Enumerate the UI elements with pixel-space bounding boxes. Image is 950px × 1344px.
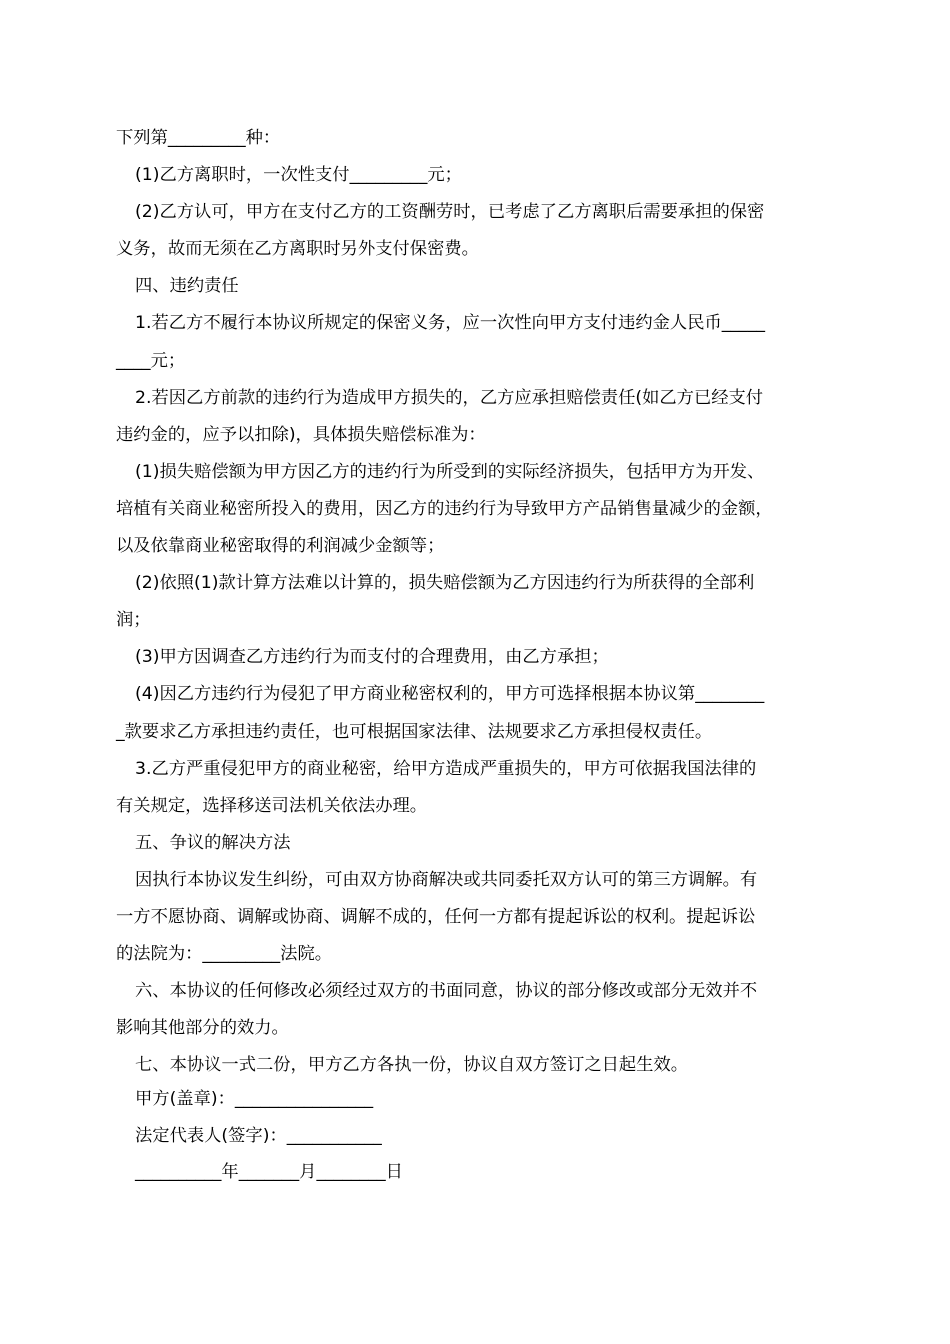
party-a-seal-line: 甲方(盖章)：________________ bbox=[135, 1089, 374, 1110]
text-line: 有关规定，选择移送司法机关依法办理。 bbox=[116, 795, 428, 816]
section-heading: 五、争议的解决方法 bbox=[135, 832, 291, 853]
text-line: 培植有关商业秘密所投入的费用，因乙方的违约行为导致甲方产品销售量减少的金额， bbox=[116, 498, 773, 519]
text-line: (4)因乙方违约行为侵犯了甲方商业秘密权利的，甲方可选择根据本协议第________ bbox=[135, 684, 765, 705]
text-line: 违约金的，应予以扣除)，具体损失赔偿标准为： bbox=[116, 424, 486, 445]
text-line: 因执行本协议发生纠纷，可由双方协商解决或共同委托双方认可的第三方调解。有 bbox=[135, 869, 758, 890]
text-line: ____元； bbox=[116, 350, 186, 371]
text-line: 一方不愿协商、调解或协商、调解不成的，任何一方都有提起诉讼的权利。提起诉讼 bbox=[116, 906, 756, 927]
text-line: 的法院为：_________法院。 bbox=[116, 944, 333, 965]
section-heading: 四、违约责任 bbox=[135, 276, 239, 297]
text-line: 影响其他部分的效力。 bbox=[116, 1018, 289, 1039]
text-line: 润； bbox=[116, 610, 151, 631]
text-line: _款要求乙方承担违约责任，也可根据国家法律、法规要求乙方承担侵权责任。 bbox=[116, 721, 713, 742]
text-line: 义务，故而无须在乙方离职时另外支付保密费。 bbox=[116, 239, 479, 260]
text-line: 3.乙方严重侵犯甲方的商业秘密，给甲方造成严重损失的，甲方可依据我国法律的 bbox=[135, 758, 757, 779]
text-line: 以及依靠商业秘密取得的利润减少金额等； bbox=[116, 536, 445, 557]
text-line: 2.若因乙方前款的违约行为造成甲方损失的，乙方应承担赔偿责任(如乙方已经支付 bbox=[135, 387, 764, 408]
text-line: 六、本协议的任何修改必须经过双方的书面同意，协议的部分修改或部分无效并不 bbox=[135, 981, 758, 1002]
text-line: 下列第_________种： bbox=[116, 128, 281, 148]
text-line: (3)甲方因调查乙方违约行为而支付的合理费用，由乙方承担； bbox=[135, 647, 609, 668]
text-line: (1)乙方离职时，一次性支付_________元； bbox=[135, 165, 462, 186]
representative-signature-line: 法定代表人(签字)：___________ bbox=[135, 1125, 382, 1146]
text-line: 1.若乙方不履行本协议所规定的保密义务，应一次性向甲方支付违约金人民币_____ bbox=[135, 313, 765, 334]
document-page bbox=[116, 120, 838, 1191]
signing-date-line: __________年_______月________日 bbox=[135, 1161, 403, 1182]
text-line: (2)依照(1)款计算方法难以计算的，损失赔偿额为乙方因违约行为所获得的全部利 bbox=[135, 573, 755, 594]
text-line: (1)损失赔偿额为甲方因乙方的违约行为所受到的实际经济损失，包括甲方为开发、 bbox=[135, 461, 765, 482]
text-line: 七、本协议一式二份，甲方乙方各执一份，协议自双方签订之日起生效。 bbox=[135, 1055, 689, 1076]
text-line: (2)乙方认可，甲方在支付乙方的工资酬劳时，已考虑了乙方离职后需要承担的保密 bbox=[135, 202, 765, 223]
